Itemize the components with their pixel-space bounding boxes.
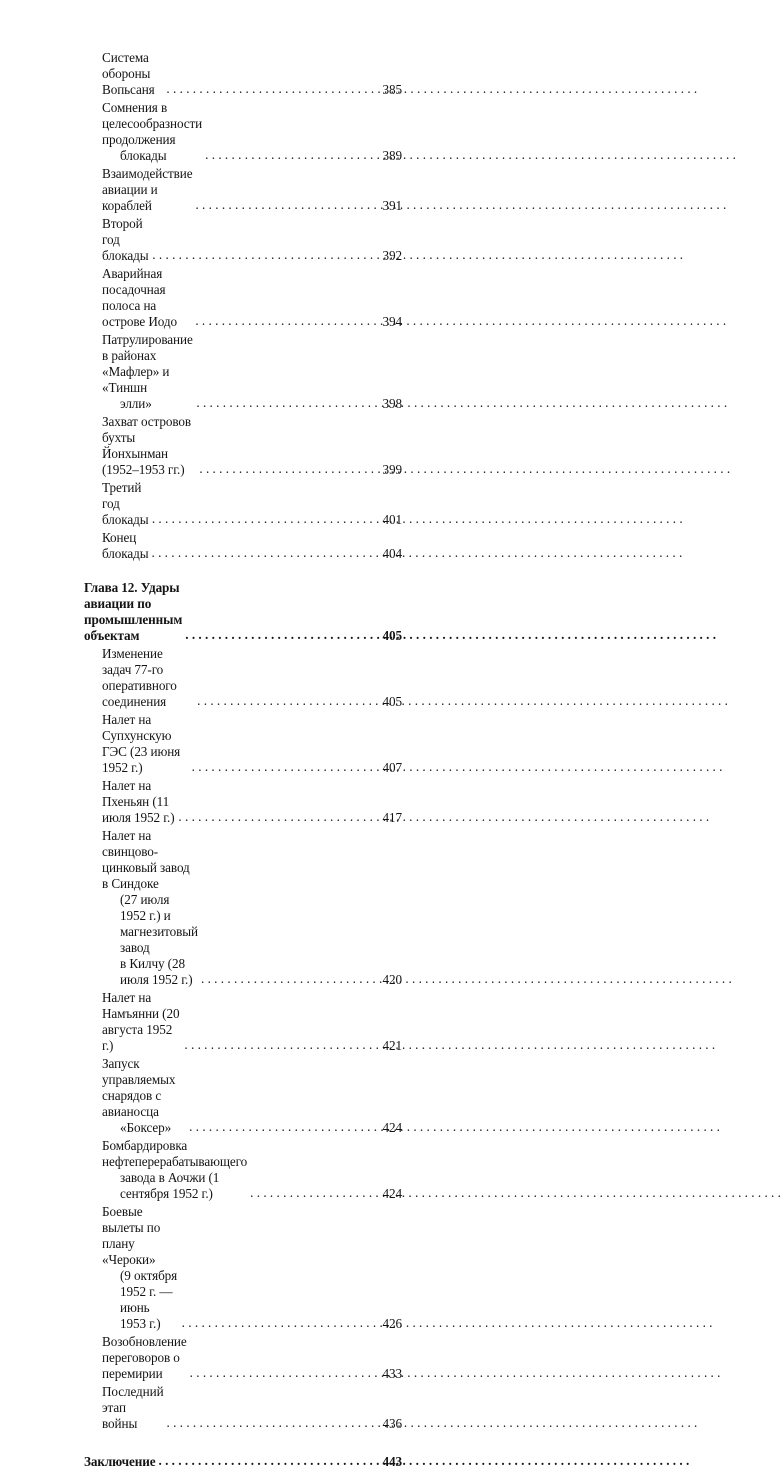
toc-entry-title — [102, 990, 181, 1054]
toc-entry-title — [84, 1454, 155, 1470]
toc-entry-line: Взаимодействие авиации и кораблей — [102, 166, 193, 213]
toc-page-number: 398 — [382, 396, 402, 411]
toc-page-number: 389 — [382, 148, 402, 163]
toc-page-number: 405 — [382, 628, 402, 643]
toc-entry — [84, 1056, 402, 1136]
toc-entry-title — [102, 1334, 187, 1382]
toc-entry-line: Изменение задач 77-го оперативного соединения — [102, 646, 177, 709]
toc-entry-line: «Боксер» — [120, 1120, 172, 1135]
dot-leader — [182, 1317, 378, 1329]
toc-entry-title — [102, 646, 194, 710]
toc-entry-line: Налет на Пхеньян (11 июля 1952 г.) — [102, 778, 175, 825]
table-of-contents — [84, 50, 402, 1470]
toc-page-number: 436 — [382, 1416, 402, 1431]
dot-leader — [192, 761, 378, 773]
toc-entry — [84, 216, 402, 264]
toc-entry-line: Заключение — [84, 1454, 156, 1469]
toc-entry — [84, 1384, 402, 1432]
toc-entry — [84, 530, 402, 562]
toc-entry-title — [102, 414, 196, 478]
toc-entry-line: Сомнения в целесообразности продолжения — [102, 100, 203, 147]
toc-page-number: 391 — [382, 198, 402, 213]
toc-entry-title — [102, 50, 163, 98]
toc-page-number: 417 — [382, 810, 402, 825]
toc-entry — [84, 414, 402, 478]
dot-leader — [184, 1039, 378, 1051]
toc-entry-title — [102, 480, 149, 528]
dot-leader — [151, 547, 378, 559]
toc-entry-line: Последний этап войны — [102, 1384, 164, 1431]
toc-entry-title — [102, 1056, 186, 1136]
toc-entry-title — [102, 332, 193, 412]
toc-entry-line: элли» — [120, 396, 152, 411]
toc-page-number: 424 — [382, 1186, 402, 1201]
toc-entry-line: Второй год блокады — [102, 216, 149, 263]
toc-entry-line: Запуск управляемых снарядов с авианосца — [102, 1056, 176, 1119]
toc-page-number: 385 — [382, 82, 402, 97]
toc-entry — [84, 1138, 402, 1202]
toc-conclusion-entry — [84, 1454, 402, 1470]
toc-entry-title — [102, 100, 202, 164]
toc-entry — [84, 828, 402, 988]
toc-entry-title — [102, 828, 198, 988]
toc-entry-line: Налет на Супхунскую ГЭС (23 июня 1952 г.) — [102, 712, 181, 775]
toc-entry — [84, 712, 402, 776]
toc-entry-line: Патрулирование в районах «Мафлер» и «Тиншн — [102, 332, 193, 395]
toc-entry-title — [102, 778, 175, 826]
toc-entry — [84, 50, 402, 98]
dot-leader — [167, 1417, 378, 1429]
toc-entry-line: Возобновление переговоров о перемирии — [102, 1334, 187, 1381]
toc-entry-line: Аварийная посадочная полоса на острове Иодо — [102, 266, 178, 329]
toc-entry — [84, 266, 402, 330]
toc-entry-line: Бомбардировка нефтеперерабатывающего — [102, 1138, 248, 1169]
toc-page-number: 420 — [382, 972, 402, 987]
toc-entry-line: Глава 12. Удары авиации по промышленным — [84, 580, 183, 627]
toc-entry-title — [102, 166, 192, 214]
toc-page-number: 421 — [382, 1038, 402, 1053]
toc-entry-line: в Килчу (28 июля 1952 г.) — [120, 956, 193, 987]
toc-entry-title — [102, 1384, 164, 1432]
toc-entry-title — [84, 580, 182, 644]
toc-page-number: 404 — [382, 546, 402, 561]
toc-entry-title — [102, 216, 149, 264]
toc-entry — [84, 166, 402, 214]
toc-entry — [84, 1204, 402, 1332]
toc-entry-line: Конец блокады — [102, 530, 149, 561]
toc-page-number: 443 — [382, 1454, 402, 1469]
toc-entry-line: Захват островов бухты Йонхынман (1952–1953 гг.) — [102, 414, 192, 477]
toc-entry-line: (9 октября 1952 г. — июнь 1953 г.) — [120, 1268, 178, 1331]
dot-leader — [201, 973, 378, 985]
toc-entry-line: (27 июля 1952 г.) и магнезитовый завод — [120, 892, 198, 955]
toc-entry — [84, 778, 402, 826]
toc-page-number: 424 — [382, 1120, 402, 1135]
toc-entry-line: Налет на Намъянни (20 августа 1952 г.) — [102, 990, 180, 1053]
toc-page-number: 426 — [382, 1316, 402, 1331]
dot-leader — [190, 1367, 378, 1379]
dot-leader — [178, 811, 378, 823]
toc-page-number: 401 — [382, 512, 402, 527]
toc-page-number: 405 — [382, 694, 402, 709]
toc-entry-line: завода в Аочжи (1 сентября 1952 г.) — [120, 1170, 220, 1201]
toc-entry-line: объектам — [84, 628, 140, 643]
toc-entry-line: Боевые вылеты по плану «Чероки» — [102, 1204, 161, 1267]
dot-leader — [250, 1187, 378, 1199]
toc-page-number: 399 — [382, 462, 402, 477]
toc-page-number: 407 — [382, 760, 402, 775]
dot-leader — [195, 199, 378, 211]
toc-chapter-entry — [84, 580, 402, 644]
toc-entry — [84, 1334, 402, 1382]
dot-leader — [152, 513, 378, 525]
toc-entry — [84, 646, 402, 710]
toc-entry-line: Налет на свинцово-цинковый завод в Синдоке — [102, 828, 190, 891]
toc-entry-title — [102, 530, 148, 562]
toc-entry-title — [102, 1204, 179, 1332]
dot-leader — [196, 397, 378, 409]
dot-leader — [197, 695, 378, 707]
dot-leader — [152, 249, 378, 261]
dot-leader — [166, 83, 378, 95]
dot-leader — [195, 315, 378, 327]
dot-leader — [158, 1455, 378, 1467]
toc-page-number: 392 — [382, 248, 402, 263]
dot-leader — [185, 629, 378, 641]
toc-page-number: 433 — [382, 1366, 402, 1381]
dot-leader — [205, 149, 378, 161]
dot-leader — [189, 1121, 378, 1133]
toc-entry-title — [102, 1138, 247, 1202]
toc-page-number: 394 — [382, 314, 402, 329]
toc-entry-line: блокады — [120, 148, 167, 163]
toc-entry-line: Третий год блокады — [102, 480, 149, 527]
toc-entry — [84, 480, 402, 528]
toc-entry — [84, 332, 402, 412]
toc-entry — [84, 100, 402, 164]
toc-entry — [84, 990, 402, 1054]
toc-entry-line: Система обороны Вопьсаня — [102, 50, 155, 97]
dot-leader — [199, 463, 378, 475]
toc-entry-title — [102, 712, 189, 776]
toc-entry-title — [102, 266, 192, 330]
